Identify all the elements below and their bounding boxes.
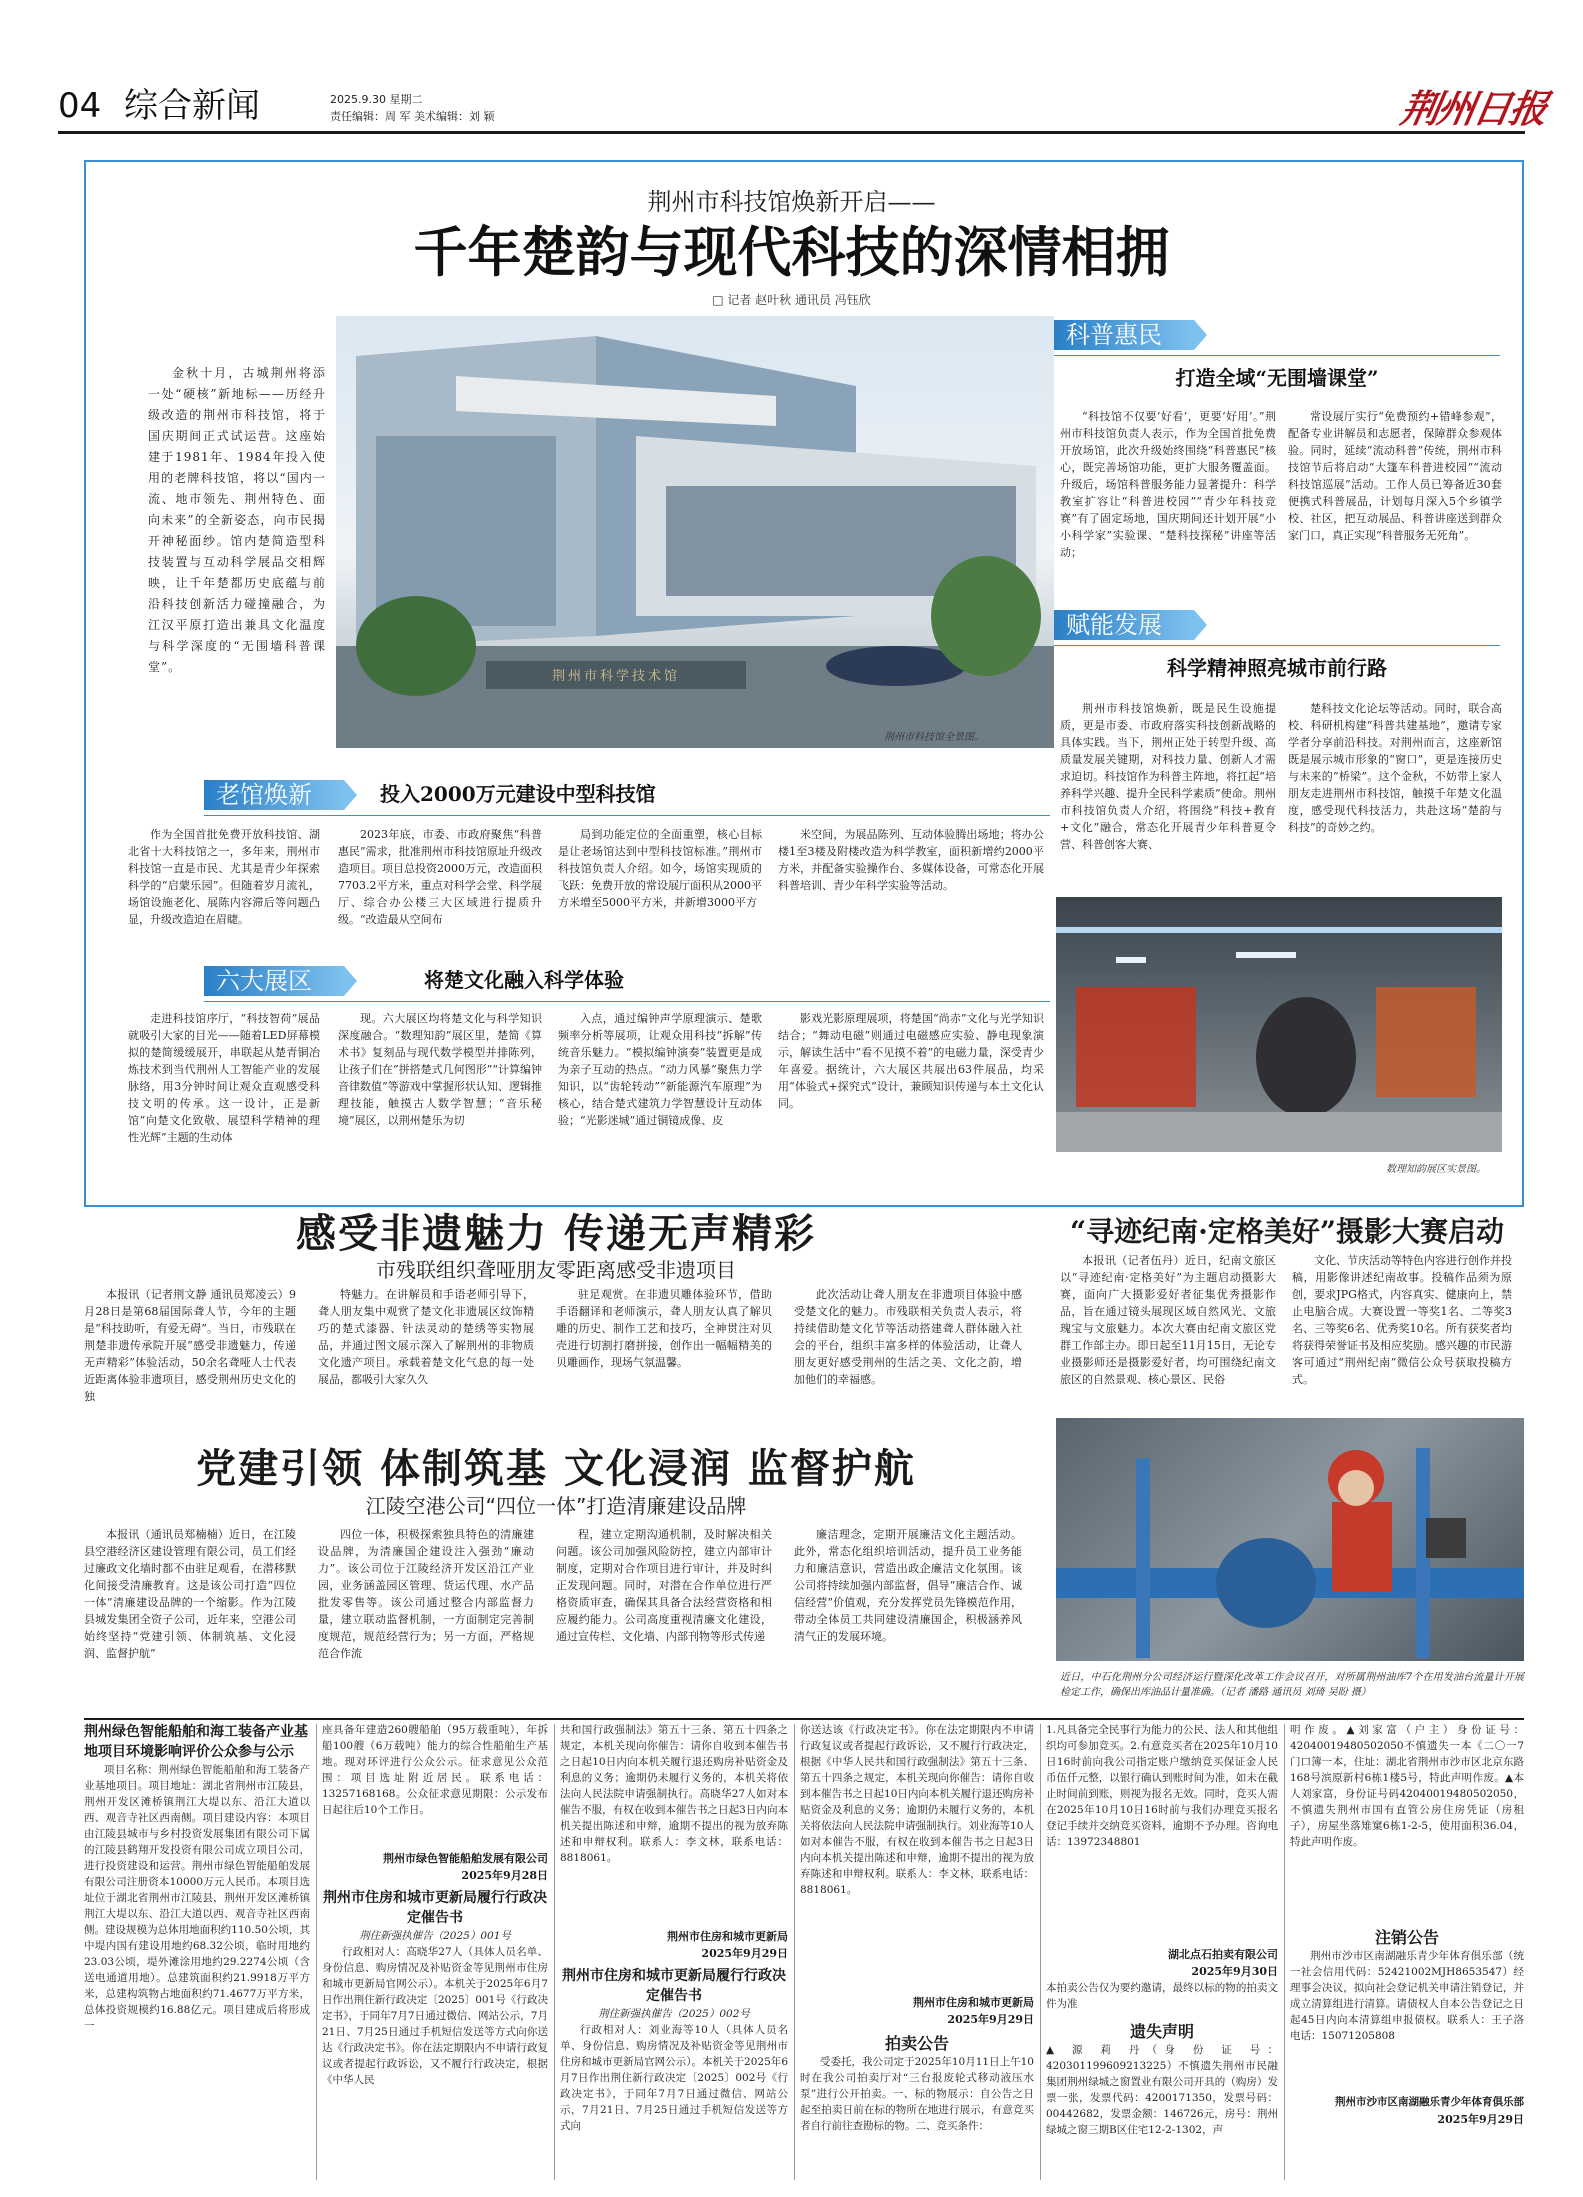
section-c-col2: 2023年底，市委、市政府聚焦“科普惠民”需求，批准荆州市科技馆原址升级改造项目。项目总投资2000万元，改造面积7703.2平方米，重点对科学会堂、科学展厅、综合办公楼三大区域进行提质升级。“改造最从空间布 — [338, 828, 542, 926]
pipeline-illustration — [1056, 1418, 1524, 1661]
story4-col3: 程，建立定期沟通机制，及时解决相关问题。该公司加强风险防控，建立内部审计制度，定期对合作项目进行审计，并及时纠正发现问题。同时，对潜在合作单位进行严格资质审查，确保其具备合法经营资格和相应履约能力。公司高度重视清廉文化建设，通过宣传栏、文化墙、内部刊物等形式传递 — [556, 1528, 772, 1643]
section-b-col2: 楚科技文化论坛等活动。同时，联合高校、科研机构建“科普共建基地”，邀请专家学者分享前沿科技。对荆州而言，这座新馆既是展示城市形象的“窗口”，更是连接历史与未来的“桥梁”。这个金秋，不妨带上家人朋友走进荆州市科技馆，触摸千年楚文化温度，感受现代科技活力，共赴这场“楚韵与科技”的奇妙之约。 — [1288, 702, 1502, 834]
ad4-signature: 荆州市住房和城市更新局 — [667, 1930, 788, 1943]
ad6-signature: 荆州市住房和城市更新局 — [913, 1996, 1034, 2009]
ad7-text: 受委托，我公司定于2025年10月11日上午10时在我公司拍卖厅对“三台报废轮式移动液压水泵”进行公开拍卖。一、标的物展示：自公告之日起至拍卖日前在标的物所在地进行展示，有意竞买者自行前往查勘标的物。二、竞买条件： — [800, 2056, 1034, 2132]
ad11-date: 2025年9月29日 — [1437, 2113, 1524, 2126]
section-c-col4: 米空间，为展品陈列、互动体验腾出场地；将办公楼1至3楼及附楼改造为科学教室，面积新增约2000平方米，并配备实验操作台、多媒体设备，可常态化开展科普培训、青少年科学实验等活动。 — [778, 828, 1044, 892]
section-d-col3: 入点，通过编钟声学原理演示、楚歌频率分析等展项，让观众用科技“拆解”传统音乐魅力。“模拟编钟演奏”装置更是成为亲子互动的热点。“动力风暴”聚焦力学知识，以“齿轮转动”“新能源汽车原理”为核心，结合楚式建筑力学智慧设计互动体验；“光影迷城”通过铜镜成像、皮 — [558, 1012, 762, 1127]
section-c-col3: 局到功能定位的全面重塑，核心目标是让老场馆达到中型科技馆标准。”荆州市科技馆负责人介绍。如今，场馆实现质的飞跃：免费开放的常设展厅面积从2000平方米增至5000平方米，并新增3000平方 — [558, 828, 762, 909]
tag-underline — [1054, 355, 1500, 356]
ad-column-rule — [1040, 1724, 1041, 2180]
ad9-text: ▲ 源 莉 丹（身 份 证 号：420301199609213225）不慎遗失荆州市民融集团荆州绿城之窗置业有限公司开具的（购房）发票一张，发票代码：4200171350，发票号码：00442682，发票金额：146726元，房号：荆州绿城之窗三期B区住宅12-2-1302，声 — [1046, 2044, 1278, 2136]
story2-col4: 此次活动让聋人朋友在非遗项目体验中感受楚文化的魅力。市残联相关负责人表示，将持续借助楚文化节等活动搭建聋人群体融入社会的平台，组织丰富多样的体验活动，让聋人朋友更好感受荆州的生活之美、文化之韵，增加他们的幸福感。 — [794, 1288, 1022, 1386]
ad11-title: 注销公告 — [1374, 1928, 1439, 1947]
ad3-ref: 荆住新强执催告（2025）001号 — [359, 1930, 511, 1942]
section-tag-funeng: 赋能发展 — [1054, 610, 1194, 640]
section-a-head: 打造全域“无围墙课堂” — [1175, 366, 1379, 390]
ad7-title: 拍卖公告 — [884, 2034, 949, 2053]
ad2-block — [322, 1722, 548, 2182]
ad8-note: 本拍卖公告仅为要约邀请，最终以标的物的拍卖文件为准 — [1046, 1982, 1278, 2010]
tag-underline — [204, 1001, 1050, 1002]
story4-col4: 廉洁理念，定期开展廉洁文化主题活动。此外，常态化组织培训活动，提升员工业务能力和廉洁意识，营造出政企廉洁文化氛围。该公司将持续加强内部监督，倡导“廉洁合作、诚信经营”价值观，充分发挥党员先锋模范作用，带动全体员工共同建设清廉国企，积极涵养风清气正的发展环境。 — [794, 1528, 1022, 1643]
ad11-text: 荆州市沙市区南湖融乐青少年体育俱乐部（统一社会信用代码：52421002MJH8653547）经理事会决议，拟向社会登记机关申请注销登记，并成立清算组进行清算。请债权人自本公告登记之日起45日内向本清算组申报债权。联系人：王子洛 电话：15071205808 — [1290, 1950, 1524, 2042]
ad8-date: 2025年9月30日 — [1191, 1965, 1278, 1978]
ads-top-rule — [84, 1718, 1524, 1720]
section-a-col2: 常设展厅实行“免费预约+错峰参观”，配备专业讲解员和志愿者，保障群众参观体验。同时，延续“流动科普”传统，荆州市科技馆节后将启动“大篷车科普进校园”“流动科技馆巡展”活动。工作人员已筹备近30套便携式科普展品，计划每月深入5个乡镇学校、社区，把互动展品、科普讲座送到群众家门口，真正实现“科普服务无死角”。 — [1288, 410, 1502, 542]
ad1-text: 项目名称：荆州绿色智能船舶和海工装备产业基地项目。项目地址：湖北省荆州市江陵县，荆州开发区滩桥镇荆江大堤以东、沿江大道以西、观音寺社区西南侧。项目建设内容：本项目由江陵县城市与乡村投资发展集团有限公司下属的江陵县鹤翔开发投资有限公司成立项目公司，进行投资建设和运营。荆州市绿色智能船舶发展有限公司注册资本10000万元人民币。本项目选址位于湖北省荆州市江陵县，荆州开发区滩桥镇荆江大堤以东、沿江大道以西、观音寺社区西南侧。建设规模为总体用地面积约110.50公顷，其中堤内国有建设用地约68.32公顷，临时用地约23.03公顷，堤外滩涂用地约29.2274公顷（含送电通道用地）。总建筑面积约21.9918万平方米，总建构筑物占地面积约71.4677万平方米，总体投资规模约16.88亿元。项目建成后将形成一 — [84, 1764, 310, 2032]
ad8-text: 1.凡具备完全民事行为能力的公民、法人和其他组织均可参加竞买。2.有意竞买者在2025年10月10日16时前向我公司指定账户缴纳竞买保证金人民币伍仟元整，以银行确认到账时间为准，如未在截止时间前到账，则视为报名无效。同时，竞买人需在2025年10月10日16时前与我们办理竞买报名登记手续并交纳竞买资料，逾期不予办理。咨询电话：13972348801 — [1046, 1724, 1278, 1848]
section-d-head: 将楚文化融入科学体验 — [424, 968, 624, 992]
story2-col3: 驻足观赏。在非遗贝雕体验环节，借助手语翻译和老师演示，聋人朋友认真了解贝雕的历史、制作工艺和技巧，全神贯注对贝壳进行切割打磨拼接，创作出一幅幅精美的贝雕画作，现场气氛温馨。 — [556, 1288, 772, 1369]
section-tag-kepu: 科普惠民 — [1054, 320, 1194, 350]
story4-col2: 四位一体，积极探索独具特色的清廉建设品牌，为清廉国企建设注入强劲“廉动力”。该公司位于江陵经济开发区沿江产业园，业务涵盖园区管理、货运代理、水产品批发零售等。该公司通过整合内部监督力量，建立联动监督机制，一方面制定完善制度规范，规范经营行为；另一方面，严格规范合作流 — [318, 1528, 534, 1660]
section-c-head: 投入2000万元建设中型科技馆 — [380, 782, 656, 806]
ad8-block — [1046, 1722, 1278, 2182]
ad1-title: 荆州绿色智能船舶和海工装备产业基地项目环境影响评价公众参与公示 — [84, 1724, 308, 1760]
ad2-date: 2025年9月28日 — [461, 1869, 548, 1882]
story4-col1: 本报讯（通讯员郑楠楠）近日，在江陵县空港经济区建设管理有限公司，员工们经过廉政文化墙时都不由驻足观看，在潜移默化间接受清廉教育。这是该公司打造“四位一体”清廉建设品牌的一个缩影。作为江陵县城发集团全资子公司，近年来，空港公司始终坚持“党建引领、体制筑基、文化浸润、监督护航” — [84, 1528, 296, 1660]
issue-date: 2025.9.30 星期二 — [330, 93, 423, 106]
page-number: 04 — [58, 86, 102, 126]
tag-arrow — [344, 780, 357, 810]
feature-title: 千年楚韵与现代科技的深情相拥 — [413, 220, 1170, 284]
ad3-title: 荆州市住房和城市更新局履行行政决定催告书 — [323, 1890, 547, 1926]
ad1-block — [84, 1722, 310, 2182]
ad10-text: 明作废。▲刘家富（户主）身份证号：42040019480502050不慎遗失一本《二〇一7门口簿一本，住址：湖北省荆州市沙市区北京东路168号滨原新村6栋1楼5号，特此声明作废。▲本人刘家富，身份证号码42040019480502050，不慎遗失荆州市国有直管公房住房凭证（房租子），房屋坐落雉窠6栋1-2-5，使用面积36.04，特此声明作废。 — [1290, 1724, 1524, 1848]
ad2-text: 座具备年建造260艘船舶（95万载重吨），年拆船100艘（6万载吨）能力的综合性船舶生产基地。现对环评进行公众公示。征求意见公众范围：项目选址附近居民。联系电话：13257168168。公众征求意见期限：公示发布日起往后10个工作日。 — [322, 1724, 548, 1816]
ad-column-rule — [554, 1724, 555, 2180]
section-b-col1: 荆州市科技馆焕新，既是民生设施提质，更是市委、市政府落实科技创新战略的具体实践。当下，荆州正处于转型升级、高质量发展关键期，对科技力量、创新人才需求迫切。科技馆作为科普主阵地，将扛起“培养科学兴趣、提升全民科学素质”使命。荆州市科技馆负责人介绍，将围绕“科技+教育+文化”融合，常态化开展青少年科普夏令营、科普创客大赛、 — [1060, 702, 1276, 851]
ad2-signature: 荆州市绿色智能船舶发展有限公司 — [383, 1852, 548, 1865]
section-d-col1: 走进科技馆序厅，“科技智荷”展品就吸引大家的目光——随着LED屏幕模拟的楚简缓缓展开，串联起从楚青铜冶炼技术到当代荆州人工智能产业的发展脉络，用3分钟时间让观众直观感受科技文明的传承。这一设计，正是新馆“向楚文化致敬、展望科学精神的理性光辉”主题的生动体 — [128, 1012, 320, 1144]
section-c-col1: 作为全国首批免费开放科技馆、湖北省十大科技馆之一，多年来，荆州市科技馆一直是市民、尤其是青少年探索科学的“启蒙乐园”。但随着岁月流礼，场馆设施老化、展陈内容滞后等问题凸显，升级改造迫在眉睫。 — [128, 828, 320, 926]
story2-col1: 本报讯（记者荆文静 通讯员郑凌云）9月28日是第68届国际聋人节，今年的主题是“科技助听，有爱无碍”。当日，市残联在荆楚非遗传承院开展“感受非遗魅力，传递无声精彩”体验活动，50余名聋哑人士代表近距离体验非遗项目，感受荆州历史文化的独 — [84, 1288, 296, 1403]
section-b-head: 科学精神照亮城市前行路 — [1167, 656, 1387, 680]
ad4-date: 2025年9月29日 — [701, 1947, 788, 1960]
tag-underline — [204, 815, 1050, 816]
section-d-col4: 影戏光影原理展项，将楚国“尚赤”文化与光学知识结合；“舞动电磁”则通过电磁感应实验、静电现象演示，解读生活中“看不见摸不着”的电磁力量，深受青少年喜爱。据统计，六大展区共展出63件展品，均采用“体验式+探究式”设计，兼顾知识传递与本土文化认同。 — [778, 1012, 1044, 1110]
ad3-text: 行政相对人：高晓华27人（具体人员名单、身份信息、购房情况及补贴资金等见荆州市住房和城市更新局官网公示）。本机关于2025年6月7日作出荆住新行政决定〔2025〕001号《行政决定书》，于同年7月7日通过微信、网站公示，7月21日、7月25日通过手机短信发送等方式向你送达《行政决定书》。你在法定期限内不申请行政复议或者提起行政诉讼，又不履行行政决定，根据《中华人民 — [322, 1946, 548, 2086]
exhibit-hall-photo — [1056, 897, 1502, 1152]
ad5-ref: 荆住新强执催告（2025）002号 — [598, 2008, 750, 2020]
ad6-text: 你送达该《行政决定书》。你在法定期限内不申请行政复议或者提起行政诉讼，又不履行行政决定，根据《中华人民共和国行政强制法》第五十三条、第五十四条之规定，本机关现向你催告：请你自收到本催告书之日起10日内向本机关履行退还购房补贴资金及利息的义务；逾期仍未履行义务的，本机关将依法向人民法院申请强制执行。刘业海等10人如对本催告不服，有权在收到本催告书之日起3日内向本机关提出陈述和申辩，逾期不提出的视为放弃陈述和申辩权利。联系人：李文林，联系电话：8818061。 — [800, 1724, 1034, 1896]
photo3-caption: 近日，中石化荆州分公司经济运行暨深化改革工作会议召开，对所属荆州油库7个在用发油台流量计开展检定工作，确保出库油品计量准确。（记者 潘路 通讯员 刘琦 吴盼 摄） — [1060, 1672, 1524, 1698]
photo1-caption: 荆州市科技馆全景图。 — [884, 732, 984, 743]
story4-title: 党建引领 体制筑基 文化浸润 监督护航 — [196, 1445, 916, 1492]
section-tag-zhanqu: 六大展区 — [204, 966, 344, 996]
ad8-signature: 湖北点石拍卖有限公司 — [1168, 1948, 1278, 1961]
story2-col2: 特魅力。在讲解员和手语老师引导下，聋人朋友集中观赏了楚文化非遗展区纹饰精巧的楚式漆器、针法灵动的楚绣等实物展品，并通过图文展示深入了解荆州的非物质文化遗产项目。承载着楚文化气息的每一处展品，都吸引大家久久 — [318, 1288, 534, 1386]
tag-underline — [1054, 645, 1500, 646]
story4-subtitle: 江陵空港公司“四位一体”打造清廉建设品牌 — [365, 1494, 747, 1518]
ad11-signature: 荆州市沙市区南湖融乐青少年体育俱乐部 — [1335, 2096, 1524, 2108]
ad4-block — [560, 1722, 788, 2182]
ad-column-rule — [1284, 1724, 1285, 2180]
ad-column-rule — [316, 1724, 317, 2180]
exhibit-illustration — [1056, 897, 1502, 1152]
section-tag-laoguan: 老馆焕新 — [204, 780, 344, 810]
story3-col1: 本报讯（记者伍丹）近日，纪南文旅区以“寻迹纪南·定格美好”为主题启动摄影大赛，面向广大摄影爱好者征集优秀摄影作品，旨在通过镜头展现区域自然风光、文旅瑰宝与文旅魅力。本次大赛由纪南文旅区党群工作部主办。即日起至11月15日，无论专业摄影师还是摄影爱好者，均可围绕纪南文旅区的自然景观、核心景区、民俗 — [1060, 1254, 1276, 1386]
tag-arrow — [1194, 610, 1207, 640]
feature-kicker: 荆州市科技馆焕新开启—— — [647, 188, 936, 216]
story3-title: “寻迹纪南·定格美好”摄影大赛启动 — [1070, 1215, 1504, 1248]
ad-column-rule — [794, 1724, 795, 2180]
section-name: 综合新闻 — [124, 86, 260, 126]
ad5-text: 行政相对人：刘业海等10人（具体人员名单、身份信息、购房情况及补贴资金等见荆州市住房和城市更新局官网公示）。本机关于2025年6月7日作出荆住新行政决定〔2025〕002号《行政决定书》，于同年7月7日通过微信、网站公示，7月21日、7月25日通过手机短信发送等方式向 — [560, 2024, 788, 2132]
newspaper-logo: 荆州日报 — [1397, 86, 1550, 131]
story3-col2: 文化、节庆活动等特色内容进行创作并投稿，用影像讲述纪南故事。投稿作品须为原创，要求JPG格式，内容真实、健康向上，禁止电脑合成。大赛设置一等奖1名、二等奖3名、三等奖6名、优秀奖10名。所有获奖者均将获得荣誉证书及相应奖励。感兴趣的市民游客可通过“荆州纪南”微信公众号获取投稿方式。 — [1292, 1254, 1512, 1386]
editors: 责任编辑：周 军 美术编辑：刘 颖 — [330, 110, 495, 123]
tag-arrow — [344, 966, 357, 996]
section-d-col2: 现。六大展区均将楚文化与科学知识深度融合。“数理知韵”展区里，楚简《算术书》复刻品与现代数学模型并排陈列，让孩子们在“拼搭楚式几何图形”“计算编钟音律数值”等游戏中掌握形状认知、逻辑推理技能，触摸古人数学智慧；“音乐秘境”展区，以荆州楚乐为切 — [338, 1012, 542, 1127]
feature-byline: □ 记者 赵叶秋 通讯员 冯钰欣 — [712, 293, 871, 307]
ad6-block — [800, 1722, 1034, 2182]
photo2-caption: 数理知韵展区实景图。 — [1386, 1164, 1486, 1175]
oil-depot-photo — [1056, 1418, 1524, 1661]
science-museum-photo — [336, 316, 1054, 748]
story2-title: 感受非遗魅力 传递无声精彩 — [296, 1210, 816, 1257]
ad4-text: 共和国行政强制法》第五十三条、第五十四条之规定，本机关现向你催告：请你自收到本催告书之日起10日内向本机关履行退还购房补贴资金及利息的义务；逾期仍未履行义务的，本机关将依法向人民法院申请强制执行。高晓华27人如对本催告不服，有权在收到本催告书之日起3日内向本机关提出陈述和申辩，逾期不提出的视为放弃陈述和申辩权利。联系人：李文林，联系电话：8818061。 — [560, 1724, 788, 1864]
tag-arrow — [1194, 320, 1207, 350]
header-rule — [58, 131, 1525, 134]
ad9-title: 遗失声明 — [1129, 2022, 1194, 2041]
ad5-title: 荆州市住房和城市更新局履行行政决定催告书 — [562, 1968, 786, 2004]
story2-subtitle: 市残联组织聋哑朋友零距离感受非遗项目 — [376, 1258, 736, 1282]
building-sign: 荆州市科学技术馆 — [551, 669, 680, 684]
ad10-block — [1290, 1722, 1524, 2182]
section-a-col1: “科技馆不仅要‘好看’，更要‘好用’。”荆州市科技馆负责人表示，作为全国首批免费开放场馆，此次升级始终围绕“科普惠民”核心，既完善场馆功能，更扩大服务覆盖面。升级后，场馆科普服务能力显著提升：科学教室扩容让“科普进校园”“青少年科技竞赛”有了固定场地，国庆期间还计划开展“小小科学家”实验课、“楚科技探秘”讲座等活动； — [1060, 410, 1276, 559]
feature-intro: 金秋十月，古城荆州将添一处“硬核”新地标——历经升级改造的荆州市科技馆，将于国庆期间正式试运营。这座始建于1981年、1984年投入使用的老牌科技馆，将以“国内一流、地市领先、荆州特色、面向未来”的全新姿态，向市民揭开神秘面纱。馆内楚简造型科技装置与互动科学展品交相辉映，让千年楚都历史底蕴与前沿科技创新活力碰撞融合，为江汉平原打造出兼具文化温度与科学深度的“无围墙科普课堂”。 — [148, 366, 326, 674]
ad6-date: 2025年9月29日 — [947, 2013, 1034, 2026]
